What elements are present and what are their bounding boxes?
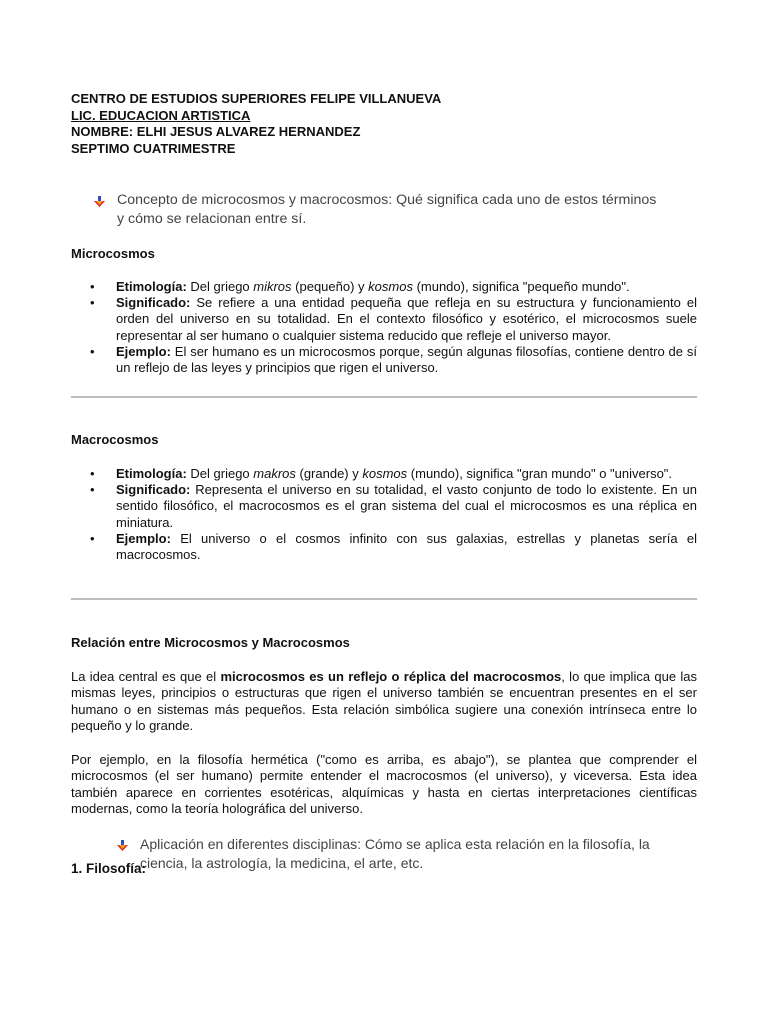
- paragraph-relacion-1: La idea central es que el microcosmos es un reflejo o réplica del macrocosmos, lo que implica que las mismas leyes, principios o estructuras que rigen el universo también se encuentran presentes en el ser humano o en sistemas más pequeños. Esta relación simbólica sugiere una conexión intrínseca entre lo pequeño y lo grande.: [71, 669, 697, 733]
- list-microcosmos: [71, 279, 697, 376]
- list-item: • Significado: Se refiere a una entidad pequeña que refleja en su estructura y funcionamiento el orden del universo en su totalidad. En el contexto filosófico y esotérico, el microcosmos suele representar al ser humano o cualquier sistema reducido que refleje el universo mayor.: [90, 295, 697, 343]
- list-item: • Etimología: Del griego mikros (pequeño) y kosmos (mundo), significa "pequeño mundo".: [90, 279, 630, 294]
- section-title-microcosmos: Microcosmos: [71, 246, 155, 261]
- header-name: NOMBRE: ELHI JESUS ALVAREZ HERNANDEZ: [71, 124, 361, 139]
- section-divider: [71, 396, 697, 398]
- bullet-icon: •: [90, 343, 95, 359]
- section-title-relacion: Relación entre Microcosmos y Macrocosmos: [71, 635, 350, 650]
- section-divider: [71, 598, 697, 600]
- bullet-icon: •: [90, 279, 95, 294]
- section-title-filosofia: 1. Filosofía:: [71, 861, 147, 876]
- list-item: • Etimología: Del griego makros (grande) y kosmos (mundo), significa "gran mundo" o "universo".: [90, 466, 673, 481]
- section-title-macrocosmos: Macrocosmos: [71, 432, 159, 447]
- list-item: • Ejemplo: El universo o el cosmos infinito con sus galaxias, estrellas y planetas sería el macrocosmos.: [90, 530, 697, 563]
- topic-concepto-line2: y cómo se relacionan entre sí.: [117, 211, 307, 227]
- paragraph-relacion-2: Por ejemplo, en la filosofía hermética ("como es arriba, es abajo"), se plantea que comprender el microcosmos (el ser humano) permite entender el macrocosmos (el universo), y viceversa. Esta idea también aparece en corrientes esotéricas, alquímicas y hasta en ciertas interpretaciones científicas modernas, como la teoría holográfica del universo.: [71, 752, 697, 816]
- arrow-down-icon: [117, 840, 128, 851]
- topic-aplicacion-line2: ciencia, la astrología, la medicina, el arte, etc.: [140, 855, 424, 871]
- bullet-icon: •: [90, 530, 95, 546]
- header-degree: LIC. EDUCACION ARTISTICA: [71, 107, 251, 123]
- header-term: SEPTIMO CUATRIMESTRE: [71, 140, 236, 156]
- topic-concepto: [71, 191, 697, 229]
- list-item: • Ejemplo: El ser humano es un microcosmos porque, según algunas filosofías, contiene dentro de sí un reflejo de las leyes y principios que rigen el universo.: [90, 343, 697, 376]
- header-school: CENTRO DE ESTUDIOS SUPERIORES FELIPE VILLANUEVA: [71, 91, 442, 106]
- bullet-icon: •: [90, 482, 95, 498]
- bullet-icon: •: [90, 295, 95, 311]
- document-header: [71, 91, 697, 157]
- bullet-icon: •: [90, 466, 95, 481]
- list-item: • Significado: Representa el universo en su totalidad, el vasto conjunto de todo lo existente. En un sentido filosófico, el macrocosmos es el gran sistema del cual el microcosmos es una réplica en miniatura.: [90, 482, 697, 530]
- topic-concepto-line1: Concepto de microcosmos y macrocosmos: Qué significa cada uno de estos términos: [117, 192, 657, 208]
- topic-aplicacion-line1: Aplicación en diferentes disciplinas: Cómo se aplica esta relación en la filosofía, la: [140, 836, 650, 852]
- arrow-down-icon: [94, 196, 105, 207]
- list-macrocosmos: [71, 466, 697, 563]
